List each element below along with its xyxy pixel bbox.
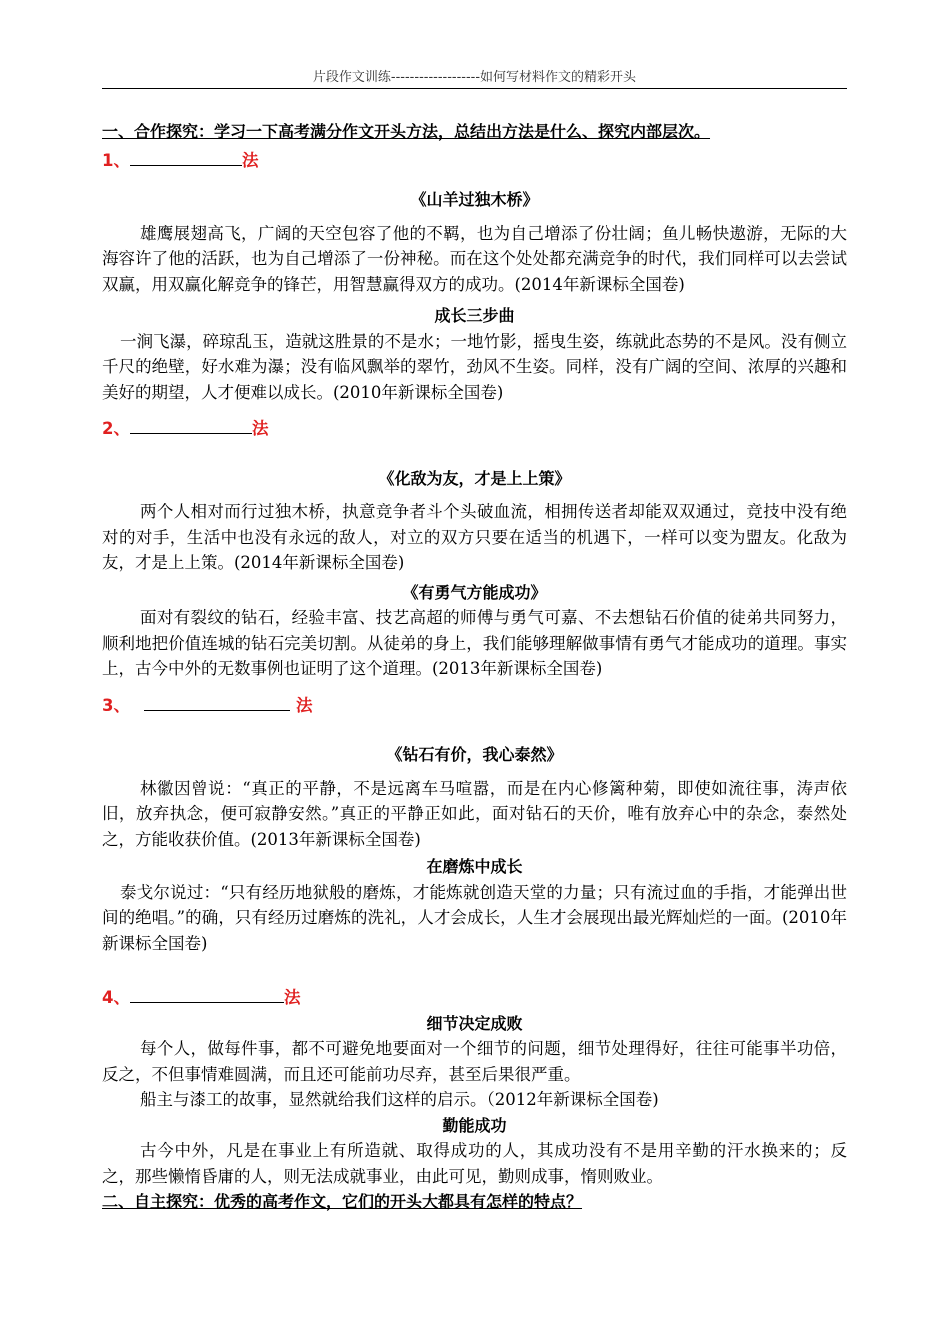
method-suffix: 法 (295, 695, 313, 715)
example-body: 面对有裂纹的钻石，经验丰富、技艺高超的师傅与勇气可嘉、不去想钻石价值的徒弟共同努力，顺利地把价值连城的钻石完美切割。从徒弟的身上，我们能够理解做事情有勇气才能成功的道理。事实上，古今中外的无数事例也证明了这个道理。(2013年新课标全国卷) (102, 608, 847, 678)
example-title: 《钻石有价，我心泰然》 (386, 745, 563, 764)
example-body: 林徽因曾说：“真正的平静，不是远离车马喧嚣，而是在内心修篱种菊，即使如流往事，涛声依旧，放弃执念，便可寂静安然。”真正的平静正如此，面对钻石的天价，唯有放弃心中的杂念，泰然处之，方能收获价值。(2013年新课标全国卷) (102, 778, 847, 849)
example-title: 在磨炼中成长 (426, 857, 523, 876)
example-title: 成长三步曲 (434, 306, 515, 325)
method-number: 2、 (102, 419, 130, 438)
example-title: 勤能成功 (442, 1115, 507, 1135)
method-3-heading (102, 692, 847, 719)
example-title: 《有勇气方能成功》 (402, 582, 547, 602)
fill-in-blank (130, 147, 242, 166)
example-body: 两个人相对而行过独木桥，执意竞争者斗个头破血流，相拥传送者却能双双通过，竞技中没有绝对的对手，生活中也没有永远的敌人，对立的双方只要在适当的机遇下，一样可以变为盟友。化敌为友，才是上上策。(2014年新课标全国卷) (102, 502, 847, 572)
method-1-heading (102, 147, 847, 174)
method-number: 1、 (102, 150, 130, 170)
example-body: 每个人，做每件事，都不可避免地要面对一个细节的问题，细节处理得好，往往可能事半功倍，反之，不但事情难圆满，而且还可能前功尽弃，甚至后果很严重。 (102, 1039, 847, 1084)
method-suffix: 法 (283, 988, 301, 1007)
method-suffix: 法 (251, 419, 269, 438)
page-header: 片段作文训练-------------------如何写材料作文的精彩开头 (102, 66, 847, 89)
fill-in-blank (144, 692, 290, 711)
example-title: 细节决定成败 (426, 1013, 523, 1033)
method-4-heading (102, 984, 847, 1011)
method-suffix: 法 (241, 150, 259, 170)
section-1-heading: 一、合作探究：学习一下高考满分作文开头方法，总结出方法是什么、探究内部层次。 (102, 122, 711, 141)
example-title: 《山羊过独木桥》 (410, 190, 539, 209)
example-body: 一涧飞瀑，碎琼乱玉，造就这胜景的不是水；一地竹影，摇曳生姿，练就此态势的不是风。没有侧立千尺的绝壁，好水难为瀑；没有临风飘举的翠竹，劲风不生姿。同样，没有广阔的空间、浓厚的兴趣和美好的期望，人才便难以成长。(2010年新课标全国卷) (102, 331, 847, 402)
method-2-heading (102, 415, 847, 442)
fill-in-blank (130, 415, 252, 434)
example-body: 雄鹰展翅高飞，广阔的天空包容了他的不羁，也为自己增添了份壮阔；鱼儿畅快遨游，无际的大海容许了他的活跃，也为自己增添了一份神秘。而在这个处处都充满竞争的时代，我们同样可以去尝试双赢，用双赢化解竞争的锋芒，用智慧赢得双方的成功。(2014年新课标全国卷) (102, 223, 847, 294)
example-body: 泰戈尔说过：“只有经历地狱般的磨炼，才能炼就创造天堂的力量；只有流过血的手指，才能弹出世间的绝唱。”的确，只有经历过磨炼的洗礼，人才会成长，人生才会展现出最光辉灿烂的一面。(2010年新课标全国卷) (102, 882, 847, 953)
method-number: 3、 (102, 695, 130, 715)
section-2-heading: 二、自主探究：优秀的高考作文，它们的开头大都具有怎样的特点？ (102, 1192, 583, 1211)
fill-in-blank (130, 984, 284, 1003)
method-number: 4、 (102, 988, 130, 1007)
page-content (102, 119, 847, 1215)
example-title: 《化敌为友，才是上上策》 (378, 468, 571, 488)
example-body: 船主与漆工的故事，显然就给我们这样的启示。（2012年新课标全国卷) (140, 1090, 659, 1109)
example-body: 古今中外，凡是在事业上有所造就、取得成功的人，其成功没有不是用辛勤的汗水换来的；反之，那些懒惰昏庸的人，则无法成就事业，由此可见，勤则成事，惰则败业。 (102, 1141, 847, 1186)
